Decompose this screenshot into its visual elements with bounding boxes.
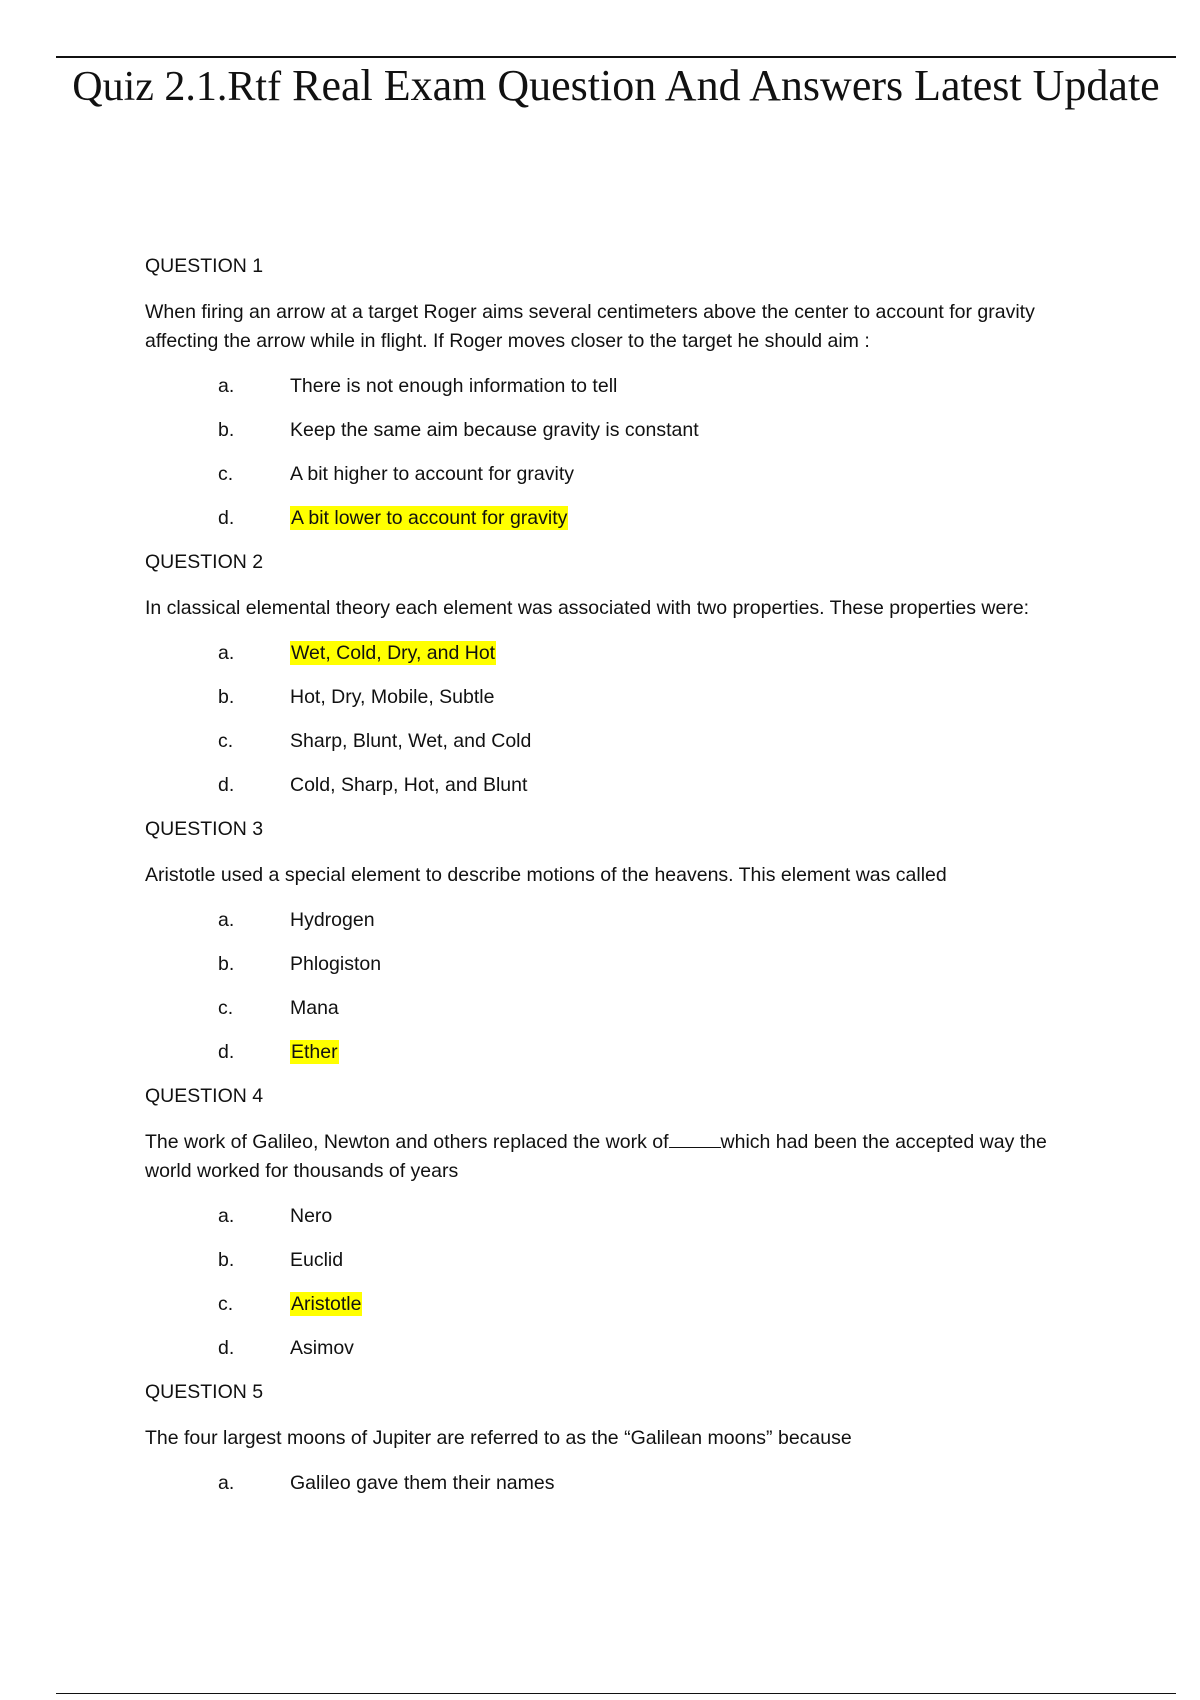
option-letter: c. <box>218 997 234 1019</box>
option-letter: b. <box>218 1249 235 1271</box>
option-text: A bit higher to account for gravity <box>290 463 574 485</box>
question-heading: QUESTION 2 <box>145 551 264 573</box>
title-prefix: Quiz 2.1.Rtf <box>72 64 282 110</box>
question-5 <box>145 1380 1095 1515</box>
title-rest: Real Exam Question And Answers Latest Update <box>281 61 1160 110</box>
option-text: Nero <box>290 1205 333 1227</box>
answer-options <box>145 374 1095 550</box>
answer-option <box>145 374 1095 418</box>
answer-option <box>145 1204 1095 1248</box>
option-letter: d. <box>218 1041 235 1063</box>
option-text: Phlogiston <box>290 953 382 975</box>
question-text-after-blank: which had been the accepted way the world worked for thousands of years <box>145 1131 1047 1182</box>
option-letter: b. <box>218 419 235 441</box>
answer-options <box>145 908 1095 1084</box>
answer-option-correct <box>145 641 1095 685</box>
question-text: In classical elemental theory each element was associated with two properties. These properties were: <box>145 597 1030 619</box>
highlighted-answer: Wet, Cold, Dry, and Hot <box>291 642 496 664</box>
option-text: There is not enough information to tell <box>290 375 618 397</box>
fill-in-blank <box>669 1129 721 1148</box>
question-text-before-blank: The work of Galileo, Newton and others replaced the work of <box>145 1131 669 1153</box>
question-4 <box>145 1084 1095 1380</box>
option-text: Hydrogen <box>290 909 375 931</box>
answer-option <box>145 685 1095 729</box>
question-3 <box>145 817 1095 1084</box>
highlighted-answer: Ether <box>291 1041 338 1063</box>
option-text: Sharp, Blunt, Wet, and Cold <box>290 730 532 752</box>
option-letter: a. <box>218 1205 235 1227</box>
option-text: Mana <box>290 997 339 1019</box>
option-text: Galileo gave them their names <box>290 1472 555 1494</box>
question-heading: QUESTION 1 <box>145 255 264 277</box>
answer-option <box>145 1248 1095 1292</box>
option-letter: a. <box>218 642 235 664</box>
answer-option-correct <box>145 1292 1095 1336</box>
option-letter: d. <box>218 774 235 796</box>
question-2 <box>145 550 1095 817</box>
option-text: Keep the same aim because gravity is constant <box>290 419 699 441</box>
option-letter: d. <box>218 1337 235 1359</box>
highlighted-answer: Aristotle <box>291 1293 362 1315</box>
question-text: The four largest moons of Jupiter are referred to as the “Galilean moons” because <box>145 1427 852 1449</box>
question-text <box>145 1128 1095 1186</box>
option-letter: c. <box>218 730 234 752</box>
answer-option <box>145 996 1095 1040</box>
answer-option <box>145 908 1095 952</box>
question-heading: QUESTION 3 <box>145 818 264 840</box>
answer-option <box>145 1471 1095 1515</box>
question-text: Aristotle used a special element to describe motions of the heavens. This element was called <box>145 864 947 886</box>
option-letter: c. <box>218 463 234 485</box>
option-letter: c. <box>218 1293 234 1315</box>
option-letter: b. <box>218 953 235 975</box>
answer-option <box>145 1336 1095 1380</box>
option-text: Hot, Dry, Mobile, Subtle <box>290 686 495 708</box>
answer-option <box>145 773 1095 817</box>
option-text: Asimov <box>290 1337 354 1359</box>
answer-options <box>145 641 1095 817</box>
answer-option <box>145 462 1095 506</box>
bottom-rule <box>56 1693 1176 1694</box>
highlighted-answer: A bit lower to account for gravity <box>291 507 568 529</box>
option-letter: a. <box>218 375 235 397</box>
option-text: Cold, Sharp, Hot, and Blunt <box>290 774 528 796</box>
document-title <box>56 58 1176 115</box>
option-text: Euclid <box>290 1249 344 1271</box>
option-letter: b. <box>218 686 235 708</box>
answer-option-correct <box>145 506 1095 550</box>
answer-option <box>145 729 1095 773</box>
answer-option <box>145 418 1095 462</box>
answer-option <box>145 952 1095 996</box>
option-letter: d. <box>218 507 235 529</box>
quiz-content <box>145 254 1095 1515</box>
answer-option-correct <box>145 1040 1095 1084</box>
option-letter: a. <box>218 909 235 931</box>
option-letter: a. <box>218 1472 235 1494</box>
question-heading: QUESTION 4 <box>145 1085 264 1107</box>
question-1 <box>145 254 1095 550</box>
question-heading: QUESTION 5 <box>145 1381 264 1403</box>
answer-options <box>145 1204 1095 1380</box>
answer-options <box>145 1471 1095 1515</box>
question-text: When firing an arrow at a target Roger aims several centimeters above the center to account for gravity affecting the arrow while in flight. If Roger moves closer to the target he should aim : <box>145 301 1035 352</box>
